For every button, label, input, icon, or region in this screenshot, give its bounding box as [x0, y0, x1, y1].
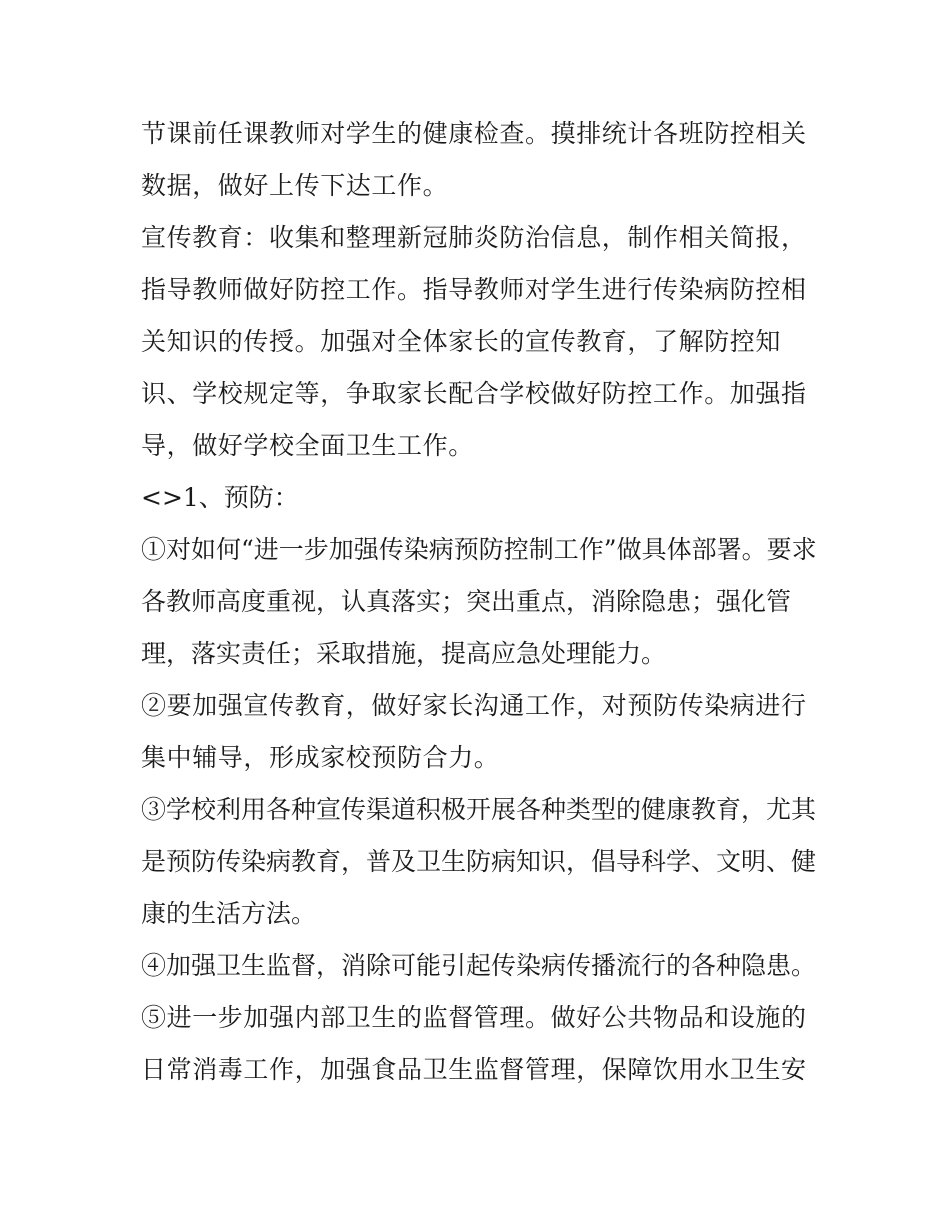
- list-item-2: ②要加强宣传教育，做好家长沟通工作，对预防传染病进行集中辅导，形成家校预防合力。: [141, 691, 807, 772]
- list-item-5: ⑤进一步加强内部卫生的监督管理。做好公共物品和设施的日常消毒工作，加强食品卫生监督管理，保障饮用水卫生安: [141, 1003, 807, 1084]
- paragraph-publicity-education: 宣传教育：收集和整理新冠肺炎防治信息，制作相关简报，指导教师做好防控工作。指导教师对学生进行传染病防控相关知识的传授。加强对全体家长的宣传教育，了解防控知识、学校规定等，争取家长配合学校做好防控工作。加强指导，做好学校全面卫生工作。: [141, 223, 807, 460]
- section-heading-prevention: <>1、预防：: [141, 483, 299, 512]
- list-item-4: ④加强卫生监督，消除可能引起传染病传播流行的各种隐患。: [141, 951, 817, 980]
- document-body: [141, 108, 821, 1096]
- list-item-1: ①对如何“进一步加强传染病预防控制工作”做具体部署。要求各教师高度重视，认真落实；突出重点，消除隐患；强化管理，落实责任；采取措施，提高应急处理能力。: [141, 535, 817, 668]
- list-item-3: ③学校利用各种宣传渠道积极开展各种类型的健康教育，尤其是预防传染病教育，普及卫生防病知识，倡导科学、文明、健康的生活方法。: [141, 795, 817, 928]
- paragraph-health-check: 节课前任课教师对学生的健康检查。摸排统计各班防控相关数据，做好上传下达工作。: [141, 119, 807, 200]
